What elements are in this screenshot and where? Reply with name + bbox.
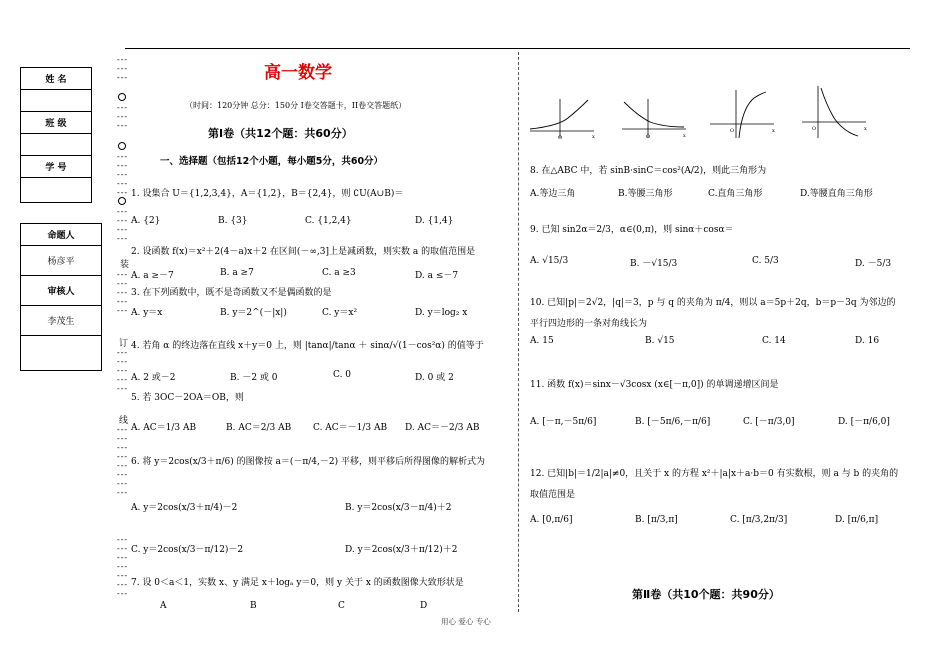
q7-graph-a xyxy=(528,96,598,141)
dash-mark: --- --- --- --- --- xyxy=(117,270,129,315)
q11-option-b[interactable]: B. [－5π/6,－π/6] xyxy=(635,417,711,427)
q5-option-c[interactable]: C. AC＝－1/3 AB xyxy=(313,423,388,433)
q7-option-b[interactable]: B xyxy=(250,601,257,611)
dash-mark: --- --- --- --- --- --- --- xyxy=(117,535,129,598)
axis-x-label: x xyxy=(592,134,595,140)
axis-origin-label: O xyxy=(730,128,735,134)
q2-option-d[interactable]: D. a ≤－7 xyxy=(415,271,459,281)
q6-stem: 6. 将 y＝2cos(x/3＋π/6) 的图像按 a＝(－π/4,－2) 平移，则平移后所得图像的解析式为 xyxy=(131,457,485,467)
q3-option-a[interactable]: A. y＝x xyxy=(131,308,163,318)
part1-header: 第Ⅰ卷（共12个题：共60分） xyxy=(208,127,353,140)
q12-stem: 12. 已知|b|＝1/2|a|≠0，且关于 x 的方程 x²＋|a|x＋a·b＝0 有实数根，则 a 与 b 的夹角的 xyxy=(530,469,899,479)
q4-option-b[interactable]: B. －2 或 0 xyxy=(230,373,278,383)
q1-option-b[interactable]: B. {3} xyxy=(218,216,248,226)
q1-option-d[interactable]: D. {1,4} xyxy=(415,216,454,226)
q3-option-d[interactable]: D. y＝log₂ x xyxy=(415,308,468,318)
q11-stem: 11. 函数 f(x)＝sinx－√3cosx (x∈[－π,0]) 的单调递增区间是 xyxy=(530,380,779,390)
q1-option-c[interactable]: C. {1,2,4} xyxy=(305,216,352,226)
dash-mark: --- --- --- xyxy=(117,55,129,82)
q12-stem-cont: 取值范围是 xyxy=(530,490,576,500)
dash-mark: --- --- --- --- xyxy=(117,207,129,243)
q6-option-c[interactable]: C. y＝2cos(x/3－π/12)－2 xyxy=(131,545,244,555)
exam-info: （时间：120分钟 总分：150分 I卷交答题卡，II卷交答题纸） xyxy=(185,101,407,110)
axis-origin-label: O xyxy=(558,135,563,141)
binding-hole-icon xyxy=(118,142,126,150)
axis-origin-label: O xyxy=(646,134,651,140)
q9-option-d[interactable]: D. －5/3 xyxy=(855,259,892,269)
q10-option-b[interactable]: B. √15 xyxy=(645,336,675,346)
q7-stem: 7. 设 0＜a＜1，实数 x、y 满足 x＋logₐ y＝0，则 y 关于 x 的函数图像大致形状是 xyxy=(131,578,464,588)
q9-option-b[interactable]: B. －√15/3 xyxy=(630,259,678,269)
top-rule xyxy=(125,48,910,49)
q9-option-a[interactable]: A. √15/3 xyxy=(530,256,569,266)
q8-option-b[interactable]: B.等腰三角形 xyxy=(618,189,673,199)
q10-option-a[interactable]: A. 15 xyxy=(530,336,554,346)
q4-stem: 4. 若角 α 的终边落在直线 x＋y＝0 上，则 |tanα|/tanα ＋ sinα/√(1－cos²α) 的值等于 xyxy=(131,341,484,351)
page-footer: 用心 爱心 专心 xyxy=(441,617,491,626)
q3-option-c[interactable]: C. y＝x² xyxy=(322,308,358,318)
axis-origin-label: O xyxy=(812,126,817,132)
q4-option-a[interactable]: A. 2 或－2 xyxy=(131,373,176,383)
reviewer-label: 审核人 xyxy=(21,276,101,306)
q4-option-c[interactable]: C. 0 xyxy=(333,370,352,380)
q7-graph-d xyxy=(800,84,870,140)
section1-header: 一、选择题（包括12个小题，每小题5分，共60分） xyxy=(160,156,384,167)
q8-stem: 8. 在△ABC 中，若 sinB·sinC＝cos²(A/2)，则此三角形为 xyxy=(530,166,767,176)
q12-option-c[interactable]: C. [π/3,2π/3] xyxy=(730,515,788,525)
q1-stem: 1. 设集合 U＝{1,2,3,4}，A＝{1,2}，B＝{2,4}，则 ∁U(A∪B)＝ xyxy=(131,189,404,199)
margin-xian: 线 xyxy=(119,416,129,426)
part2-header: 第Ⅱ卷（共10个题：共90分） xyxy=(632,588,780,601)
name-blank[interactable] xyxy=(21,90,91,112)
q2-option-b[interactable]: B. a ≥7 xyxy=(220,268,254,278)
q7-option-a[interactable]: A xyxy=(160,601,167,611)
dash-mark: --- --- --- --- --- xyxy=(117,348,129,393)
class-blank[interactable] xyxy=(21,134,91,156)
q10-option-d[interactable]: D. 16 xyxy=(855,336,880,346)
dash-mark: --- --- --- --- --- xyxy=(117,152,129,197)
q2-option-a[interactable]: A. a ≥－7 xyxy=(131,271,174,281)
q12-option-d[interactable]: D. [π/6,π] xyxy=(835,515,879,525)
q5-option-d[interactable]: D. AC＝－2/3 AB xyxy=(405,423,480,433)
binding-hole-icon xyxy=(118,93,126,101)
q2-option-c[interactable]: C. a ≥3 xyxy=(322,268,356,278)
binding-hole-icon xyxy=(118,197,126,205)
q3-option-b[interactable]: B. y＝2^(－|x|) xyxy=(220,308,287,318)
q9-option-c[interactable]: C. 5/3 xyxy=(752,256,779,266)
class-label: 班 级 xyxy=(21,112,91,134)
q4-option-d[interactable]: D. 0 或 2 xyxy=(415,373,454,383)
q1-option-a[interactable]: A. {2} xyxy=(131,216,161,226)
axis-x-label: x xyxy=(683,133,686,139)
margin-ding: 订 xyxy=(119,339,129,349)
q6-option-d[interactable]: D. y＝2cos(x/3＋π/12)＋2 xyxy=(345,545,458,555)
q5-stem: 5. 若 3OC－2OA＝OB，则 xyxy=(131,393,244,403)
q5-option-a[interactable]: A. AC＝1/3 AB xyxy=(131,423,197,433)
q7-graph-b xyxy=(620,96,690,141)
q8-option-c[interactable]: C.直角三角形 xyxy=(708,189,763,199)
dash-mark: --- --- --- --- --- --- --- --- xyxy=(117,425,129,497)
q6-option-a[interactable]: A. y＝2cos(x/3＋π/4)－2 xyxy=(131,503,238,513)
student-id-blank[interactable] xyxy=(21,178,91,202)
axis-x-label: x xyxy=(864,126,867,132)
q7-option-c[interactable]: C xyxy=(338,601,345,611)
q6-option-b[interactable]: B. y＝2cos(x/3－π/4)＋2 xyxy=(345,503,452,513)
q12-option-a[interactable]: A. [0,π/6] xyxy=(530,515,573,525)
q10-option-c[interactable]: C. 14 xyxy=(762,336,786,346)
q5-option-b[interactable]: B. AC＝2/3 AB xyxy=(226,423,292,433)
q11-option-a[interactable]: A. [－π,－5π/6] xyxy=(530,417,597,427)
author-label: 命题人 xyxy=(21,224,101,246)
column-divider xyxy=(518,52,519,612)
author-table xyxy=(20,223,102,371)
student-info-table xyxy=(20,67,92,203)
author-name: 杨彦平 xyxy=(21,246,101,276)
q8-option-a[interactable]: A.等边三角 xyxy=(530,189,576,199)
q10-stem: 10. 已知|p|＝2√2，|q|＝3，p 与 q 的夹角为 π/4，则以 a＝5p＋2q，b＝p－3q 为邻边的 xyxy=(530,298,896,308)
margin-zhuang: 装 xyxy=(120,260,130,270)
dash-mark: --- --- --- xyxy=(117,103,129,130)
page-title: 高一数学 xyxy=(264,63,332,83)
q2-stem: 2. 设函数 f(x)＝x²＋2(4－a)x＋2 在区间(－∞,3]上是减函数，则实数 a 的取值范围是 xyxy=(131,247,476,257)
blank-cell xyxy=(21,336,101,368)
q11-option-c[interactable]: C. [－π/3,0] xyxy=(743,417,795,427)
q12-option-b[interactable]: B. [π/3,π] xyxy=(635,515,678,525)
axis-x-label: x xyxy=(772,128,775,134)
student-id-label: 学 号 xyxy=(21,156,91,178)
q11-option-d[interactable]: D. [－π/6,0] xyxy=(838,417,890,427)
q7-option-d[interactable]: D xyxy=(420,601,428,611)
reviewer-name: 李茂生 xyxy=(21,306,101,336)
q3-stem: 3. 在下列函数中，既不是奇函数又不是偶函数的是 xyxy=(131,288,332,298)
q9-stem: 9. 已知 sin2α＝2/3，α∈(0,π)，则 sinα＋cosα＝ xyxy=(530,225,734,235)
q10-stem-cont: 平行四边形的一条对角线长为 xyxy=(530,319,648,329)
name-label: 姓 名 xyxy=(21,68,91,90)
q7-graph-c xyxy=(708,88,778,140)
q8-option-d[interactable]: D.等腰直角三角形 xyxy=(800,189,873,199)
